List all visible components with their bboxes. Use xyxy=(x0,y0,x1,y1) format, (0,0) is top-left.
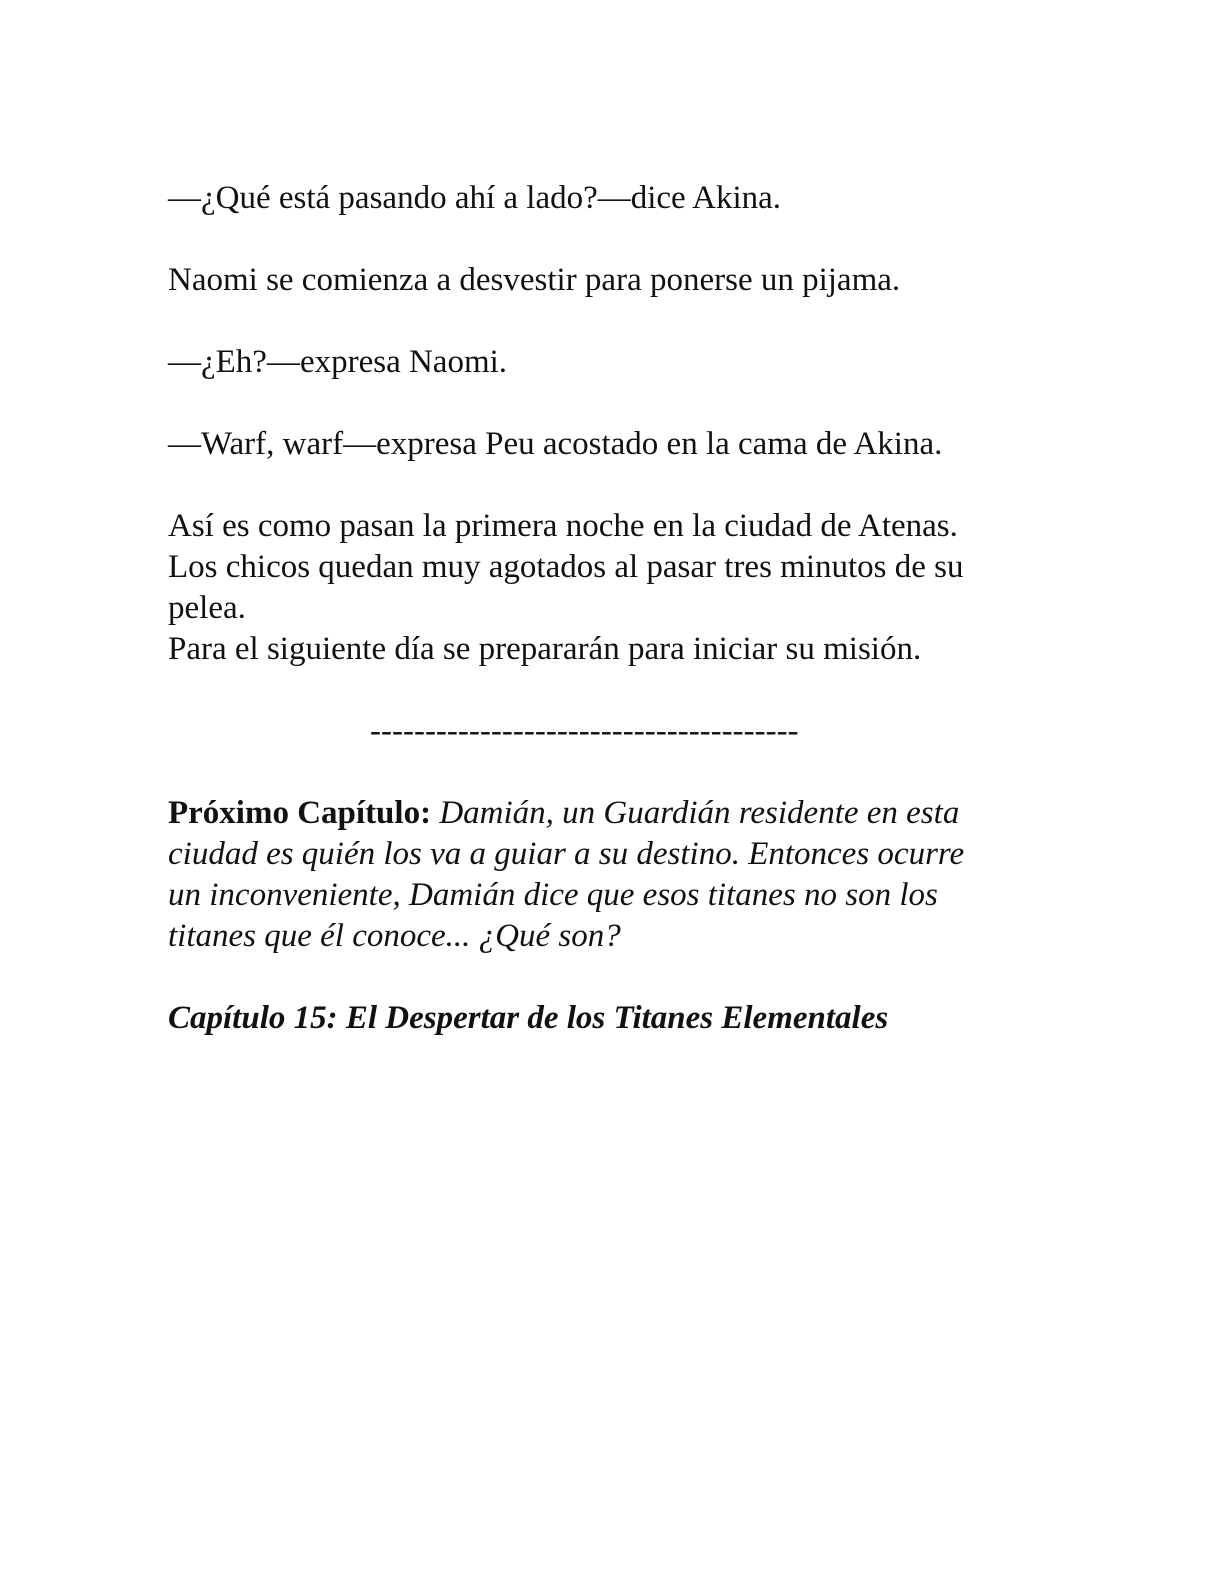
paragraph-naomi-eh: —¿Eh?—expresa Naomi. xyxy=(168,344,508,380)
section-separator: --------------------------------------- xyxy=(370,713,799,749)
paragraph-closing xyxy=(168,506,1068,670)
next-chapter-text: Damián, un Guardián residente en esta xyxy=(431,795,960,831)
next-chapter-text: titanes que él conoce... ¿Qué son? xyxy=(168,918,621,954)
closing-line: Así es como pasan la primera noche en la ciudad de Atenas. xyxy=(168,508,958,544)
next-chapter-label: Próximo Capítulo: xyxy=(168,795,432,831)
closing-line: Para el siguiente día se prepararán para iniciar su misión. xyxy=(168,631,922,667)
paragraph-peu-warf: —Warf, warf—expresa Peu acostado en la cama de Akina. xyxy=(168,426,943,462)
closing-line: pelea. xyxy=(168,590,246,626)
paragraph-naomi-undress: Naomi se comienza a desvestir para ponerse un pijama. xyxy=(168,262,901,298)
next-chapter-text: ciudad es quién los va a guiar a su destino. Entonces ocurre xyxy=(168,836,965,872)
paragraph-akina-question: —¿Qué está pasando ahí a lado?—dice Akina. xyxy=(168,180,782,216)
next-chapter-text: un inconveniente, Damián dice que esos titanes no son los xyxy=(168,877,938,913)
next-chapter-first-line xyxy=(168,793,1068,834)
chapter-title: Capítulo 15: El Despertar de los Titanes Elementales xyxy=(168,1000,889,1036)
document-page xyxy=(168,178,1068,1039)
next-chapter-preview xyxy=(168,793,1068,957)
closing-line: Los chicos quedan muy agotados al pasar tres minutos de su xyxy=(168,549,964,585)
